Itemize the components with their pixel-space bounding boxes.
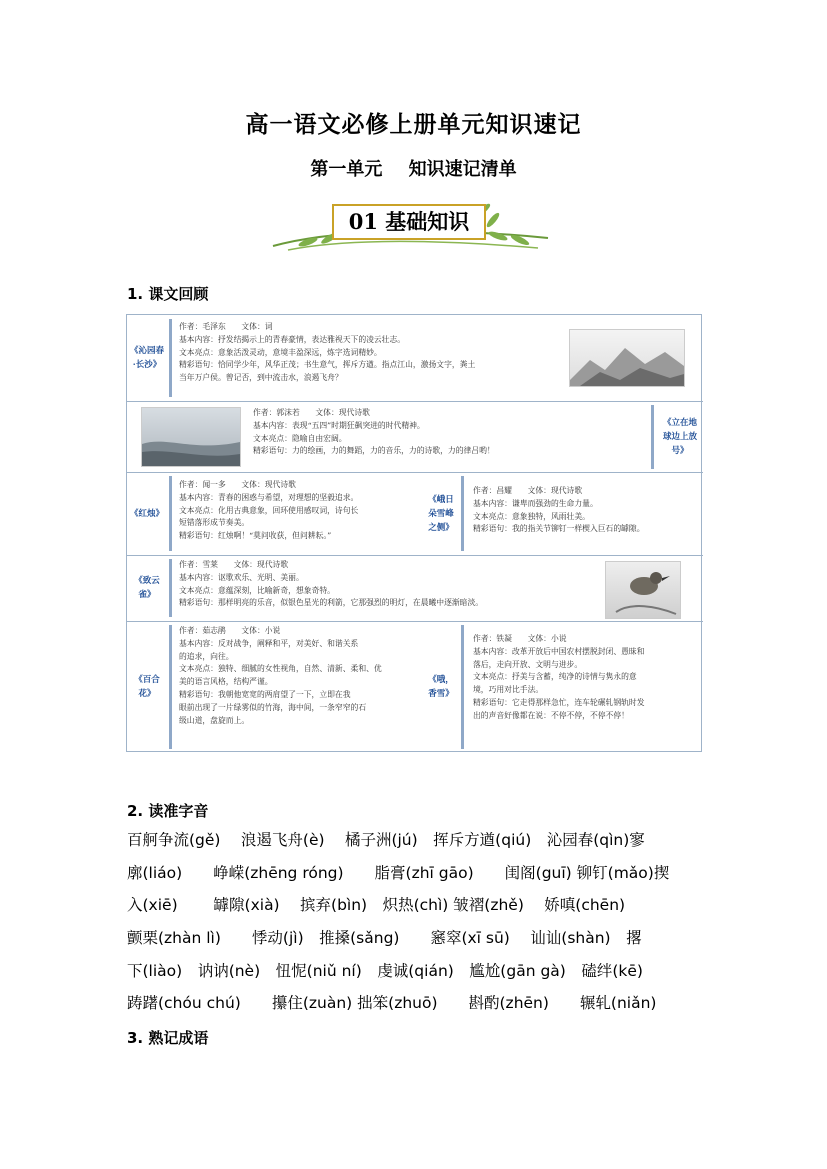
pronunciation-row: 颤栗(zhàn lì) 悸动(jì) 推搡(sǎng) 窸窣(xī sū) 讪讪(shàn) 撂 bbox=[127, 929, 642, 948]
skylark-bird-image bbox=[605, 561, 681, 619]
tag-divider bbox=[169, 319, 172, 397]
lesson-content: 作者：雪莱 文体：现代诗歌 基本内容：讴歌欢乐、光明、美丽。 文本亮点：意蕴深刻，比喻新奇，想象奇特。 精彩语句：那样明亮的乐音，似银色星光的利箭，它那强烈的明灯，在晨曦中逐渐暗淡。 bbox=[179, 560, 484, 608]
tag-divider bbox=[461, 476, 464, 551]
lesson-tag: 《百合花》 bbox=[134, 675, 160, 699]
row-divider bbox=[127, 621, 703, 622]
pronunciation-row: 百舸争流(gě) 浪遏飞舟(è) 橘子洲(jú) 挥斥方遒(qiú) 沁园春(qìn)寥 bbox=[127, 831, 645, 849]
unit-name: 知识速记清单 bbox=[408, 159, 517, 180]
tag-divider bbox=[169, 559, 172, 617]
page-title: 高一语文必修上册单元知识速记 bbox=[245, 112, 582, 138]
unit-label: 第一单元 bbox=[310, 159, 383, 180]
page-subtitle bbox=[0, 155, 827, 181]
pronunciation-row: 踌躇(chóu chú) 攥住(zuàn) 拙笨(zhuō) 斟酌(zhēn) 辗轧(niǎn) bbox=[127, 994, 657, 1013]
lesson-tag: 《立在地球边上放号》 bbox=[662, 417, 697, 456]
tag-divider bbox=[461, 625, 464, 749]
lesson-review-table bbox=[126, 314, 702, 752]
pronunciation-row: 廓(liáo) 峥嵘(zhēng róng) 脂膏(zhī gāo) 闺阁(guī) 铆钉(mǎo)揳 bbox=[127, 863, 670, 882]
lesson-content: 作者：闻一多 文体：现代诗歌 基本内容：青春的困惑与希望，对理想的坚毅追求。 文本亮点：化用古典意象，回环使用感叹词，诗句长 短错落形成节奏美。 精彩语句：红烛啊！“莫问收获，但问耕耘。” bbox=[179, 480, 359, 541]
lesson-tag: 《峨日朵雪峰之侧》 bbox=[428, 494, 454, 533]
lesson-tag: 《哦，香雪》 bbox=[428, 675, 454, 699]
seascape-image bbox=[141, 407, 241, 467]
lesson-tag: 《致云雀》 bbox=[134, 576, 160, 600]
landscape-painting-image bbox=[569, 329, 685, 387]
pronunciation-row: 入(xiē) 罅隙(xià) 摈弃(bìn) 炽热(chì) 皱褶(zhě) 娇嗔(chēn) bbox=[127, 896, 626, 915]
lesson-tag: 《沁园春·长沙》 bbox=[129, 346, 164, 370]
section-banner bbox=[268, 198, 553, 256]
row-divider bbox=[127, 401, 703, 402]
lesson-content: 作者：铁凝 文体：小说 基本内容：改革开放后中国农村摆脱封闭、愚昧和 落后，走向开放、文明与进步。 文本亮点：抒美与含蓄，纯净的诗情与隽永的意 境，巧用对比手法。 精彩语句：它走得那样急忙，连车轮碾轧钢轨时发 出的声音好像都在说：不停不停，不停不停！ bbox=[473, 634, 645, 720]
banner-label: 01 基础知识 bbox=[332, 204, 486, 240]
row-divider bbox=[127, 555, 703, 556]
section-heading-idioms: 3. 熟记成语 bbox=[127, 1029, 209, 1047]
lesson-content: 作者：茹志鹃 文体：小说 基本内容：反对战争，阐释和平，对美好、和谐关系 的追求，向往。 文本亮点：独特、细腻的女性视角，自然、清新、柔和、优 美的语言风格，结构严谨。 精彩语句：我朝他宽宽的两肩望了一下，立即在我 眼前出现了一片绿雾似的竹海，海中间，一条窄窄的石 级山道，盘旋而上。 bbox=[179, 626, 382, 725]
pronunciation-list bbox=[127, 824, 717, 1020]
lesson-content: 作者：昌耀 文体：现代诗歌 基本内容：谦卑而强劲的生命力量。 文本亮点：意象独特，风雨壮美。 精彩语句：我的指关节铆钉一样楔入巨石的罅隙。 bbox=[473, 486, 645, 534]
tag-divider bbox=[651, 405, 654, 469]
tag-divider bbox=[169, 476, 172, 551]
lesson-tag: 《红烛》 bbox=[129, 508, 164, 519]
lesson-content: 作者：毛泽东 文体：词 基本内容：抒发结揭示上的青春豪情，表达雅视天下的凌云壮志。 文本亮点：意象活泼灵动，意境丰盈深远，炼字选词精妙。 精彩语句：恰同学少年，风华正茂；书生意气，挥斥方遒。指点江山，激扬文字，粪土 当年万户侯。曾记否，到中流击水，浪遏飞舟？ bbox=[179, 322, 476, 383]
section-heading-review: 1. 课文回顾 bbox=[127, 285, 209, 303]
pronunciation-row: 下(liào) 讷讷(nè) 忸怩(niǔ ní) 虔诚(qián) 尴尬(gān gà) 磕绊(kē) bbox=[127, 961, 643, 980]
tag-divider bbox=[169, 625, 172, 749]
section-heading-pronunciation: 2. 读准字音 bbox=[127, 802, 209, 820]
lesson-content: 作者：郭沫若 文体：现代诗歌 基本内容：表现“五四”时期狂飙突进的时代精神。 文本亮点：隐喻自由宏阔。 精彩语句：力的绘画，力的舞蹈，力的音乐，力的诗歌，力的律吕哟！ bbox=[253, 408, 495, 456]
row-divider bbox=[127, 472, 703, 473]
